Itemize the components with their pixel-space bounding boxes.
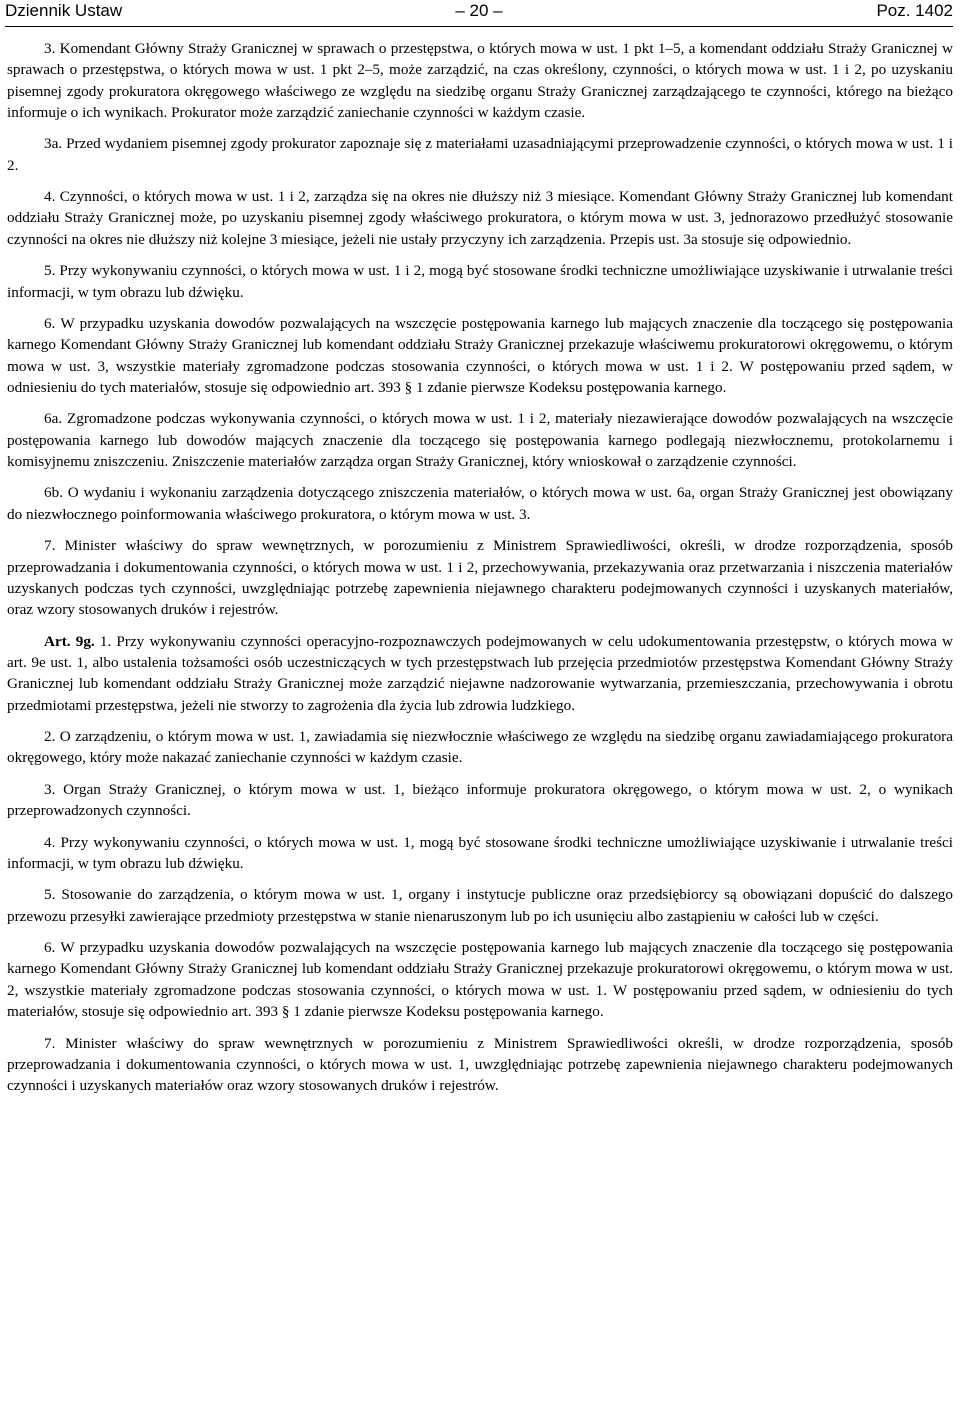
paragraph-6a: 6a. Zgromadzone podczas wykonywania czynności, o których mowa w ust. 1 i 2, materiały niezawierające dowodów pozwalających na wszczęcie postępowania karnego lub dowodów mających znaczenie dla toczącego się postępowania karnego podlegają niezwłocznemu, protokolarnemu i komisyjnemu zniszczeniu. Zniszczenie materiałów zarządza organ Straży Granicznej, który wnioskował o zarządzenie czynności. (7, 410, 953, 470)
article-paragraph-7: 7. Minister właściwy do spraw wewnętrznych w porozumieniu z Ministrem Sprawiedliwości określi, w drodze rozporządzenia, sposób przeprowadzania i dokumentowania czynności, o których mowa w ust. 1, uwzględniając potrzebę zapewnienia niejawnego charakteru podejmowanych czynności i uzyskanych materiałów oraz wzory stosowanych druków i rejestrów. (7, 1034, 953, 1095)
position-number: Poz. 1402 (876, 1, 953, 20)
article-paragraph-6: 6. W przypadku uzyskania dowodów pozwalających na wszczęcie postępowania karnego lub mających znaczenie dla toczącego się postępowania karnego Komendant Główny Straży Granicznej lub komendant oddziału Straży Granicznej przekazuje prokuratorowi okręgowemu, o którym mowa w ust. 2, wszystkie materiały zgromadzone podczas stosowania czynności, o których mowa w ust. 1. W postępowaniu przed sądem, w odniesieniu do tych materiałów, stosuje się odpowiednio art. 393 § 1 zdanie pierwsze Kodeksu postępowania karnego. (7, 939, 953, 1021)
paragraph-3a: 3a. Przed wydaniem pisemnej zgody prokurator zapoznaje się z materiałami uzasadniającymi przeprowadzenie czynności, o których mowa w ust. 1 i 2. (7, 135, 953, 174)
document-body (7, 38, 953, 1107)
article-9g-paragraph-1 (7, 631, 953, 716)
article-paragraph-3: 3. Organ Straży Granicznej, o którym mowa w ust. 1, bieżąco informuje prokuratora okręgowego, o którym mowa w ust. 2, o wynikach przeprowadzonych czynności. (7, 780, 953, 820)
paragraph-3: 3. Komendant Główny Straży Granicznej w sprawach o przestępstwa, o których mowa w ust. 1 pkt 1–5, a komendant oddziału Straży Granicznej w sprawach o przestępstwa, o których mowa w ust. 1 pkt 2–5, może zarządzić, na czas określony, czynności, o których mowa w ust. 1 i 2, po uzyskaniu pisemnej zgody prokuratora okręgowego właściwego ze względu na siedzibę organu Straży Granicznej zarządzającego te czynności, którego na bieżąco informuje o ich wynikach. Prokurator może zarządzić zaniechanie czynności w każdym czasie. (7, 40, 953, 121)
paragraph-6b: 6b. O wydaniu i wykonaniu zarządzenia dotyczącego zniszczenia materiałów, o których mowa w ust. 6a, organ Straży Granicznej jest obowiązany do niezwłocznego poinformowania właściwego prokuratora, o którym mowa w ust. 3. (7, 484, 953, 523)
paragraph-6: 6. W przypadku uzyskania dowodów pozwalających na wszczęcie postępowania karnego lub mających znaczenie dla toczącego się postępowania karnego Komendant Główny Straży Granicznej lub komendant oddziału Straży Granicznej przekazuje właściwemu prokuratorowi okręgowemu, o którym mowa w ust. 3, wszystkie materiały zgromadzone podczas stosowania czynności, o których mowa w ust. 1 i 2. W postępowaniu przed sądem, w odniesieniu do tych materiałów, stosuje się odpowiednio art. 393 § 1 zdanie pierwsze Kodeksu postępowania karnego. (7, 315, 953, 396)
article-paragraph-5: 5. Stosowanie do zarządzenia, o którym mowa w ust. 1, organy i instytucje publiczne oraz przedsiębiorcy są obowiązani dopuścić do dalszego przewozu przesyłki zawierające przedmioty przestępstwa w stanie nienaruszonym lub po ich usunięciu albo zastąpieniu w całości lub w części. (7, 886, 953, 925)
paragraph-5: 5. Przy wykonywaniu czynności, o których mowa w ust. 1 i 2, mogą być stosowane środki techniczne umożliwiające uzyskiwanie i utrwalanie treści informacji, w tym obrazu lub dźwięku. (7, 262, 953, 301)
page-number: – 20 – (455, 1, 503, 20)
article-paragraph-4: 4. Przy wykonywaniu czynności, o których mowa w ust. 1, mogą być stosowane środki techniczne umożliwiające uzyskiwanie i utrwalanie treści informacji, w tym obrazu lub dźwięku. (7, 833, 953, 872)
page-header (5, 0, 953, 27)
article-label: Art. 9g. (44, 632, 95, 650)
paragraph-7: 7. Minister właściwy do spraw wewnętrznych, w porozumieniu z Ministrem Sprawiedliwości, określi, w drodze rozporządzenia, sposób przeprowadzania i dokumentowania czynności, o których mowa w ust. 1 i 2, przechowywania, przekazywania oraz przetwarzania i niszczenia materiałów uzyskanych podczas tych czynności, uwzględniając potrzebę zapewnienia niejawnego charakteru podejmowanych czynności i uzyskanych materiałów, oraz wzory stosowanych druków i rejestrów. (7, 537, 953, 619)
paragraph-4: 4. Czynności, o których mowa w ust. 1 i 2, zarządza się na okres nie dłuższy niż 3 miesiące. Komendant Główny Straży Granicznej lub komendant oddziału Straży Granicznej może, po uzyskaniu pisemnej zgody właściwego prokuratora, o którym mowa w ust. 3, jednorazowo przedłużyć stosowanie czynności na okres nie dłuższy niż kolejne 3 miesiące, jeżeli nie ustały przyczyny ich zarządzenia. Przepis ust. 3a stosuje się odpowiednio. (7, 188, 953, 248)
article-paragraph-2: 2. O zarządzeniu, o którym mowa w ust. 1, zawiadamia się niezwłocznie właściwego ze względu na siedzibę organu zawiadamiającego prokuratora okręgowego, który może nakazać zaniechanie czynności w każdym czasie. (7, 728, 953, 767)
journal-title: Dziennik Ustaw (5, 1, 123, 20)
article-first-paragraph: 1. Przy wykonywaniu czynności operacyjno-rozpoznawczych podejmowanych w celu udokumentowania przestępstw, o których mowa w art. 9e ust. 1, albo ustalenia tożsamości osób uczestniczących w tych przestępstwach lub przejęcia przedmiotów przestępstwa Komendant Główny Straży Granicznej lub komendant oddziału Straży Granicznej może zarządzić niejawne nadzorowanie wytwarzania, przemieszczania, przechowywania i obrotu przedmiotami przestępstwa, jeżeli nie stworzy to zagrożenia dla życia lub zdrowia ludzkiego. (7, 632, 953, 714)
